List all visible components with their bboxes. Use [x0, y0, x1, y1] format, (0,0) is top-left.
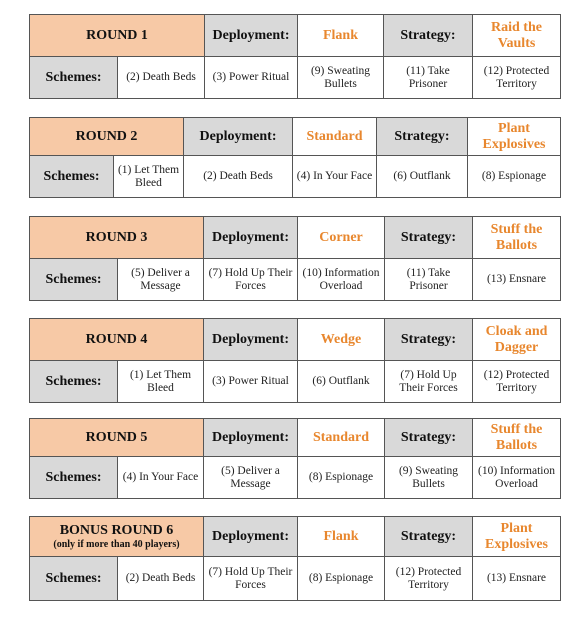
- strategy-value: Raid the Vaults: [473, 15, 561, 57]
- strategy-label: Strategy:: [385, 517, 473, 557]
- scheme-cell: (1) Let Them Bleed: [114, 156, 184, 198]
- scheme-cell: (4) In Your Face: [118, 457, 204, 499]
- scheme-cell: (12) Protected Territory: [473, 57, 561, 99]
- scheme-cell: (12) Protected Territory: [473, 361, 561, 403]
- strategy-label: Strategy:: [385, 419, 473, 457]
- strategy-value: Stuff the Ballots: [473, 217, 561, 259]
- round-title: ROUND 4: [30, 319, 204, 361]
- scheme-cell: (8) Espionage: [468, 156, 561, 198]
- strategy-label: Strategy:: [384, 15, 473, 57]
- round-4-table: [29, 318, 561, 403]
- scheme-cell: (11) Take Prisoner: [385, 259, 473, 301]
- scheme-cell: (9) Sweating Bullets: [298, 57, 384, 99]
- round-title: ROUND 2: [30, 118, 184, 156]
- schemes-label: Schemes:: [30, 557, 118, 601]
- strategy-value: Cloak and Dagger: [473, 319, 561, 361]
- round-title: ROUND 5: [30, 419, 204, 457]
- strategy-value: Plant Explosives: [468, 118, 561, 156]
- round-title: ROUND 3: [30, 217, 204, 259]
- scheme-cell: (4) In Your Face: [293, 156, 377, 198]
- schemes-label: Schemes:: [30, 457, 118, 499]
- round-subtitle: (only if more than 40 players): [53, 538, 180, 550]
- round-5-table: [29, 418, 561, 499]
- round-2-table: [29, 117, 561, 198]
- scheme-cell: (8) Espionage: [298, 557, 385, 601]
- deployment-value: Flank: [298, 517, 385, 557]
- scheme-cell: (11) Take Prisoner: [384, 57, 473, 99]
- scheme-cell: (7) Hold Up Their Forces: [204, 259, 298, 301]
- scheme-cell: (8) Espionage: [298, 457, 385, 499]
- scheme-cell: (3) Power Ritual: [205, 57, 298, 99]
- deployment-label: Deployment:: [204, 517, 298, 557]
- schemes-label: Schemes:: [30, 259, 118, 301]
- round-1-table: [29, 14, 561, 99]
- scheme-cell: (7) Hold Up Their Forces: [385, 361, 473, 403]
- scheme-cell: (6) Outflank: [298, 361, 385, 403]
- round-title: ROUND 1: [30, 15, 205, 57]
- scheme-cell: (5) Deliver a Message: [204, 457, 298, 499]
- strategy-label: Strategy:: [385, 319, 473, 361]
- scheme-cell: (2) Death Beds: [118, 57, 205, 99]
- scheme-cell: (2) Death Beds: [118, 557, 204, 601]
- scheme-cell: (10) Information Overload: [473, 457, 561, 499]
- scheme-cell: (10) Information Overload: [298, 259, 385, 301]
- scheme-cell: (7) Hold Up Their Forces: [204, 557, 298, 601]
- deployment-label: Deployment:: [184, 118, 293, 156]
- strategy-value: Stuff the Ballots: [473, 419, 561, 457]
- strategy-label: Strategy:: [385, 217, 473, 259]
- scheme-cell: (9) Sweating Bullets: [385, 457, 473, 499]
- strategy-label: Strategy:: [377, 118, 468, 156]
- scheme-cell: (3) Power Ritual: [204, 361, 298, 403]
- round-title: [30, 517, 204, 557]
- deployment-value: Standard: [293, 118, 377, 156]
- round-title-text: BONUS ROUND 6: [59, 522, 174, 538]
- scheme-cell: (2) Death Beds: [184, 156, 293, 198]
- scheme-cell: (12) Protected Territory: [385, 557, 473, 601]
- scheme-cell: (6) Outflank: [377, 156, 468, 198]
- strategy-value: Plant Explosives: [473, 517, 561, 557]
- scheme-cell: (5) Deliver a Message: [118, 259, 204, 301]
- bonus-round-6-table: [29, 516, 561, 601]
- schemes-label: Schemes:: [30, 57, 118, 99]
- deployment-label: Deployment:: [204, 319, 298, 361]
- scheme-cell: (1) Let Them Bleed: [118, 361, 204, 403]
- scheme-cell: (13) Ensnare: [473, 259, 561, 301]
- deployment-label: Deployment:: [205, 15, 298, 57]
- deployment-label: Deployment:: [204, 419, 298, 457]
- round-3-table: [29, 216, 561, 301]
- schemes-label: Schemes:: [30, 361, 118, 403]
- schemes-label: Schemes:: [30, 156, 114, 198]
- deployment-value: Standard: [298, 419, 385, 457]
- deployment-value: Corner: [298, 217, 385, 259]
- scheme-cell: (13) Ensnare: [473, 557, 561, 601]
- deployment-label: Deployment:: [204, 217, 298, 259]
- deployment-value: Wedge: [298, 319, 385, 361]
- deployment-value: Flank: [298, 15, 384, 57]
